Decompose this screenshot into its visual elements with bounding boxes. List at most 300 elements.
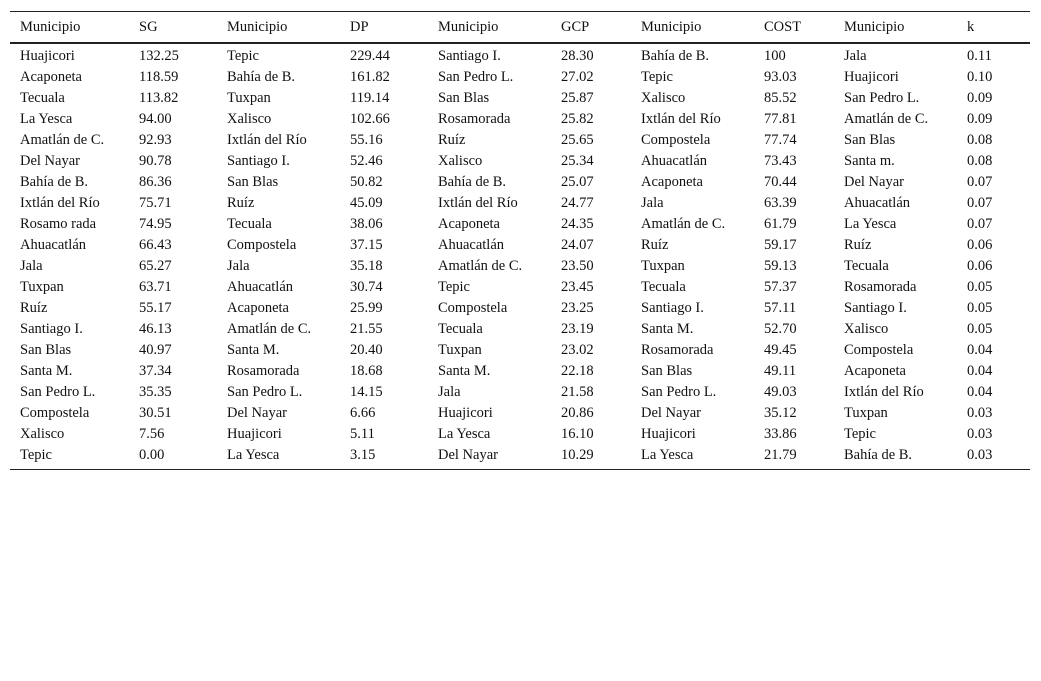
municipio-name: Huajicori (438, 405, 493, 421)
municipio-name: Tuxpan (844, 405, 888, 421)
cell-municipio-dp (217, 403, 340, 424)
municipio-name: Compostela (227, 237, 297, 253)
header-k: k (957, 12, 1030, 44)
cell-cost: 77.81 (764, 111, 797, 127)
cell-k: 0.05 (967, 279, 993, 295)
cell-municipio-sg (10, 403, 129, 424)
cell-municipio-dp (217, 43, 340, 67)
cell-municipio-k (834, 130, 957, 151)
cell-dp: 229.44 (350, 48, 390, 64)
municipio-name: Santiago I. (20, 321, 83, 337)
cell-municipio-k (834, 88, 957, 109)
municipio-name: San Pedro L. (844, 90, 920, 106)
cell-dp: 52.46 (350, 153, 383, 169)
cell-sg: 75.71 (139, 195, 172, 211)
cell-municipio-dp (217, 445, 340, 470)
municipio-name: Tepic (227, 48, 259, 64)
cell-municipio-dp (217, 382, 340, 403)
cell-gcp: 23.25 (561, 300, 594, 316)
cell-dp: 20.40 (350, 342, 383, 358)
cell-municipio-gcp (428, 340, 551, 361)
municipio-name: Xalisco (844, 321, 889, 337)
cell-dp: 21.55 (350, 321, 383, 337)
municipio-name: Jala (227, 258, 250, 274)
cell-municipio-k (834, 298, 957, 319)
cell-municipio-cost (631, 109, 754, 130)
cell-dp: 38.06 (350, 216, 383, 232)
cell-municipio-sg (10, 151, 129, 172)
cell-dp: 119.14 (350, 90, 390, 106)
cell-municipio-gcp (428, 298, 551, 319)
cell-municipio-sg (10, 298, 129, 319)
cell-gcp: 10.29 (551, 445, 631, 470)
cell-gcp: 28.30 (561, 48, 594, 64)
municipio-name: Ruíz (844, 237, 872, 253)
cell-cost: 49.11 (764, 363, 797, 379)
cell-gcp: 23.45 (561, 279, 594, 295)
cell-municipio-sg (10, 235, 129, 256)
municipio-name: Compostela (844, 342, 914, 358)
cell-municipio-sg (10, 172, 129, 193)
cell-municipio-cost (631, 403, 754, 424)
cell-gcp: 27.02 (561, 69, 594, 85)
municipio-name: Bahía de B. (438, 174, 507, 190)
municipio-name: Xalisco (20, 426, 65, 442)
municipio-name: La Yesca (438, 426, 491, 442)
cell-municipio-gcp (428, 151, 551, 172)
cell-sg: 30.51 (139, 405, 172, 421)
table-row (10, 130, 1030, 151)
municipio-name: Tepic (438, 279, 470, 295)
municipio-name: Del Nayar (438, 447, 498, 463)
municipio-name: San Pedro L. (20, 384, 96, 400)
cell-municipio-cost (631, 340, 754, 361)
municipio-name: Ixtlán del Río (844, 384, 924, 400)
municipio-name: Rosamo rada (20, 216, 97, 232)
header-dp: DP (340, 12, 428, 44)
municipio-name: La Yesca (844, 216, 897, 232)
cell-municipio-dp (217, 214, 340, 235)
municipio-name: Amatlán de C. (438, 258, 523, 274)
header-municipio-k: Municipio (834, 12, 957, 44)
cell-municipio-dp (217, 277, 340, 298)
municipio-name: Tecuala (20, 90, 65, 106)
cell-municipio-k (834, 67, 957, 88)
cell-municipio-cost (631, 382, 754, 403)
municipio-name: San Pedro L. (227, 384, 303, 400)
header-sg: SG (129, 12, 217, 44)
table-row (10, 151, 1030, 172)
municipio-name: Compostela (641, 132, 711, 148)
municipio-name: Bahía de B. (844, 447, 913, 463)
cell-municipio-dp (217, 67, 340, 88)
cell-sg: 0.00 (129, 445, 217, 470)
cell-k: 0.08 (967, 132, 993, 148)
cell-gcp: 25.07 (561, 174, 594, 190)
cell-dp: 3.15 (340, 445, 428, 470)
cell-gcp: 16.10 (561, 426, 594, 442)
cell-k: 0.04 (967, 384, 993, 400)
municipio-name: Del Nayar (20, 153, 80, 169)
cell-cost: 70.44 (764, 174, 797, 190)
cell-municipio-sg (10, 193, 129, 214)
cell-cost: 49.45 (764, 342, 797, 358)
cell-gcp: 23.19 (561, 321, 594, 337)
cell-municipio-gcp (428, 445, 551, 470)
municipio-name: San Pedro L. (438, 69, 514, 85)
cell-municipio-dp (217, 172, 340, 193)
municipio-name: Compostela (20, 405, 90, 421)
cell-gcp: 25.34 (561, 153, 594, 169)
cell-gcp: 24.77 (561, 195, 594, 211)
cell-gcp: 22.18 (561, 363, 594, 379)
municipio-name: Xalisco (438, 153, 483, 169)
municipio-name: Jala (641, 195, 664, 211)
cell-municipio-k (834, 424, 957, 445)
municipio-name: Tuxpan (641, 258, 685, 274)
municipio-name: Xalisco (227, 111, 272, 127)
municipio-name: Bahía de B. (641, 48, 710, 64)
cell-k: 0.04 (967, 363, 993, 379)
cell-municipio-sg (10, 424, 129, 445)
cell-municipio-k (834, 277, 957, 298)
cell-k: 0.07 (967, 174, 993, 190)
cell-k: 0.11 (967, 48, 992, 64)
table-row (10, 43, 1030, 67)
municipio-name: Bahía de B. (20, 174, 89, 190)
municipio-name: Acaponeta (227, 300, 289, 316)
cell-sg: 66.43 (139, 237, 172, 253)
cell-sg: 92.93 (139, 132, 172, 148)
cell-k: 0.05 (967, 321, 993, 337)
cell-gcp: 25.82 (561, 111, 594, 127)
municipio-name: Ruíz (20, 300, 48, 316)
cell-sg: 113.82 (139, 90, 179, 106)
cell-gcp: 25.87 (561, 90, 594, 106)
cell-cost: 77.74 (764, 132, 797, 148)
cell-municipio-k (834, 445, 957, 470)
cell-municipio-cost (631, 277, 754, 298)
municipio-name: Ruíz (227, 195, 255, 211)
cell-k: 0.04 (967, 342, 993, 358)
cell-municipio-sg (10, 256, 129, 277)
cell-dp: 35.18 (350, 258, 383, 274)
cell-sg: 132.25 (139, 48, 179, 64)
cell-dp: 50.82 (350, 174, 383, 190)
municipio-name: Acaponeta (438, 216, 500, 232)
cell-municipio-k (834, 43, 957, 67)
cell-municipio-cost (631, 172, 754, 193)
header-gcp: GCP (551, 12, 631, 44)
cell-k: 0.09 (967, 111, 993, 127)
municipio-name: Huajicori (844, 69, 899, 85)
cell-cost: 57.37 (764, 279, 797, 295)
municipio-name: Huajicori (641, 426, 696, 442)
cell-dp: 55.16 (350, 132, 383, 148)
cell-municipio-sg (10, 214, 129, 235)
cell-municipio-gcp (428, 235, 551, 256)
municipio-name: Tecuala (844, 258, 889, 274)
ranking-table (10, 11, 1030, 470)
cell-municipio-gcp (428, 256, 551, 277)
municipio-name: Santiago I. (844, 300, 907, 316)
municipio-name: Jala (438, 384, 461, 400)
cell-k: 0.10 (967, 69, 993, 85)
municipio-name: San Pedro L. (641, 384, 717, 400)
cell-municipio-cost (631, 88, 754, 109)
municipio-name: Del Nayar (641, 405, 701, 421)
municipio-name: San Blas (438, 90, 490, 106)
table-row (10, 214, 1030, 235)
cell-k: 0.06 (967, 258, 993, 274)
table-row (10, 445, 1030, 470)
cell-municipio-sg (10, 43, 129, 67)
municipio-name: Santiago I. (641, 300, 704, 316)
header-municipio-dp: Municipio (217, 12, 340, 44)
cell-municipio-dp (217, 130, 340, 151)
cell-municipio-k (834, 256, 957, 277)
table-row (10, 277, 1030, 298)
cell-cost: 49.03 (764, 384, 797, 400)
municipio-name: Bahía de B. (227, 69, 296, 85)
municipio-name: Rosamorada (438, 111, 511, 127)
cell-municipio-sg (10, 340, 129, 361)
cell-municipio-cost (631, 319, 754, 340)
cell-cost: 33.86 (764, 426, 797, 442)
municipio-name: Ixtlán del Río (20, 195, 100, 211)
cell-municipio-dp (217, 151, 340, 172)
municipio-name: Ahuacatlán (844, 195, 911, 211)
cell-municipio-sg (10, 88, 129, 109)
cell-k: 0.06 (967, 237, 993, 253)
cell-municipio-sg (10, 445, 129, 470)
municipio-name: Ruíz (641, 237, 669, 253)
municipio-name: Tepic (641, 69, 673, 85)
header-municipio-sg: Municipio (10, 12, 129, 44)
cell-municipio-cost (631, 235, 754, 256)
cell-municipio-sg (10, 382, 129, 403)
municipio-name: San Blas (641, 363, 693, 379)
cell-cost: 21.79 (754, 445, 834, 470)
municipio-name: Ixtlán del Río (227, 132, 307, 148)
cell-k: 0.07 (967, 195, 993, 211)
municipio-name: Amatlán de C. (227, 321, 312, 337)
table-row (10, 382, 1030, 403)
municipio-name: Tuxpan (20, 279, 64, 295)
cell-dp: 161.82 (350, 69, 390, 85)
municipio-name: San Blas (20, 342, 72, 358)
cell-municipio-sg (10, 109, 129, 130)
municipio-name: Tuxpan (438, 342, 482, 358)
municipio-name: Tecuala (227, 216, 272, 232)
cell-municipio-k (834, 361, 957, 382)
municipio-name: Santa M. (641, 321, 694, 337)
table-row (10, 361, 1030, 382)
table-row (10, 256, 1030, 277)
cell-municipio-k (834, 214, 957, 235)
table-row (10, 319, 1030, 340)
cell-municipio-gcp (428, 319, 551, 340)
municipio-name: Jala (844, 48, 867, 64)
municipio-name: Ixtlán del Río (641, 111, 721, 127)
cell-cost: 59.13 (764, 258, 797, 274)
cell-dp: 6.66 (350, 405, 376, 421)
municipio-name: Ixtlán del Río (438, 195, 518, 211)
municipio-name: Tuxpan (227, 90, 271, 106)
cell-sg: 118.59 (139, 69, 179, 85)
cell-cost: 93.03 (764, 69, 797, 85)
municipio-name: Xalisco (641, 90, 686, 106)
cell-dp: 5.11 (350, 426, 375, 442)
cell-municipio-k (834, 109, 957, 130)
table-row (10, 340, 1030, 361)
cell-municipio-gcp (428, 67, 551, 88)
cell-municipio-dp (217, 235, 340, 256)
cell-dp: 102.66 (350, 111, 390, 127)
municipio-name: Del Nayar (227, 405, 287, 421)
cell-cost: 52.70 (764, 321, 797, 337)
cell-municipio-k (834, 382, 957, 403)
cell-municipio-gcp (428, 109, 551, 130)
cell-sg: 46.13 (139, 321, 172, 337)
municipio-name: Santiago I. (438, 48, 501, 64)
cell-municipio-dp (217, 298, 340, 319)
cell-cost: 73.43 (764, 153, 797, 169)
header-row (10, 12, 1030, 44)
municipio-name: Tecuala (641, 279, 686, 295)
cell-gcp: 25.65 (561, 132, 594, 148)
cell-sg: 65.27 (139, 258, 172, 274)
municipio-name: Huajicori (227, 426, 282, 442)
cell-sg: 86.36 (139, 174, 172, 190)
cell-municipio-k (834, 151, 957, 172)
cell-sg: 35.35 (139, 384, 172, 400)
municipio-name: Amatlán de C. (844, 111, 929, 127)
cell-sg: 90.78 (139, 153, 172, 169)
cell-dp: 45.09 (350, 195, 383, 211)
cell-municipio-dp (217, 424, 340, 445)
cell-sg: 74.95 (139, 216, 172, 232)
cell-municipio-cost (631, 214, 754, 235)
cell-municipio-gcp (428, 214, 551, 235)
municipio-name: Rosamorada (641, 342, 714, 358)
municipio-name: Jala (20, 258, 43, 274)
cell-municipio-sg (10, 319, 129, 340)
cell-sg: 7.56 (139, 426, 165, 442)
cell-gcp: 21.58 (561, 384, 594, 400)
cell-municipio-cost (631, 424, 754, 445)
cell-municipio-dp (217, 88, 340, 109)
cell-municipio-sg (10, 361, 129, 382)
municipio-name: Amatlán de C. (641, 216, 726, 232)
municipio-name: Compostela (438, 300, 508, 316)
cell-k: 0.03 (967, 405, 993, 421)
cell-municipio-gcp (428, 403, 551, 424)
cell-k: 0.05 (967, 300, 993, 316)
cell-municipio-sg (10, 130, 129, 151)
cell-municipio-dp (217, 319, 340, 340)
municipio-name: Santiago I. (227, 153, 290, 169)
table-row (10, 403, 1030, 424)
municipio-name: Acaponeta (844, 363, 906, 379)
cell-municipio-k (834, 193, 957, 214)
municipio-name: Ahuacatlán (641, 153, 708, 169)
cell-municipio-cost (631, 445, 754, 470)
municipio-name: Santa M. (227, 342, 280, 358)
table-row (10, 424, 1030, 445)
cell-cost: 85.52 (764, 90, 797, 106)
cell-municipio-cost (631, 151, 754, 172)
cell-municipio-k (834, 340, 957, 361)
cell-municipio-gcp (428, 172, 551, 193)
cell-municipio-dp (217, 361, 340, 382)
table-row (10, 109, 1030, 130)
cell-municipio-cost (631, 43, 754, 67)
cell-municipio-k (834, 319, 957, 340)
cell-sg: 40.97 (139, 342, 172, 358)
municipio-name: Amatlán de C. (20, 132, 105, 148)
cell-dp: 37.15 (350, 237, 383, 253)
cell-cost: 100 (764, 48, 786, 64)
table-row (10, 193, 1030, 214)
municipio-name: San Blas (227, 174, 279, 190)
header-municipio-cost: Municipio (631, 12, 754, 44)
table-row (10, 67, 1030, 88)
cell-k: 0.09 (967, 90, 993, 106)
cell-gcp: 24.35 (561, 216, 594, 232)
cell-municipio-gcp (428, 361, 551, 382)
municipio-name: La Yesca (227, 447, 280, 463)
cell-municipio-sg (10, 67, 129, 88)
municipio-name: Santa M. (438, 363, 491, 379)
cell-cost: 35.12 (764, 405, 797, 421)
cell-municipio-sg (10, 277, 129, 298)
cell-municipio-dp (217, 109, 340, 130)
cell-dp: 18.68 (350, 363, 383, 379)
cell-municipio-k (834, 403, 957, 424)
cell-sg: 94.00 (139, 111, 172, 127)
cell-sg: 37.34 (139, 363, 172, 379)
cell-municipio-gcp (428, 88, 551, 109)
cell-cost: 61.79 (764, 216, 797, 232)
municipio-name: Acaponeta (641, 174, 703, 190)
cell-municipio-dp (217, 193, 340, 214)
municipio-name: Santa M. (20, 363, 73, 379)
cell-municipio-gcp (428, 43, 551, 67)
cell-municipio-gcp (428, 193, 551, 214)
cell-municipio-dp (217, 340, 340, 361)
table-body (10, 43, 1030, 470)
table-row (10, 235, 1030, 256)
table-row (10, 172, 1030, 193)
cell-k: 0.07 (967, 216, 993, 232)
cell-sg: 55.17 (139, 300, 172, 316)
table-row (10, 298, 1030, 319)
municipio-name: La Yesca (20, 111, 73, 127)
header-cost: COST (754, 12, 834, 44)
cell-k: 0.03 (967, 426, 993, 442)
municipio-name: San Blas (844, 132, 896, 148)
cell-municipio-k (834, 235, 957, 256)
municipio-name: Rosamorada (844, 279, 917, 295)
cell-dp: 30.74 (350, 279, 383, 295)
cell-dp: 14.15 (350, 384, 383, 400)
municipio-name: Santa m. (844, 153, 895, 169)
cell-municipio-gcp (428, 130, 551, 151)
cell-municipio-dp (217, 256, 340, 277)
cell-gcp: 20.86 (561, 405, 594, 421)
cell-municipio-gcp (428, 382, 551, 403)
